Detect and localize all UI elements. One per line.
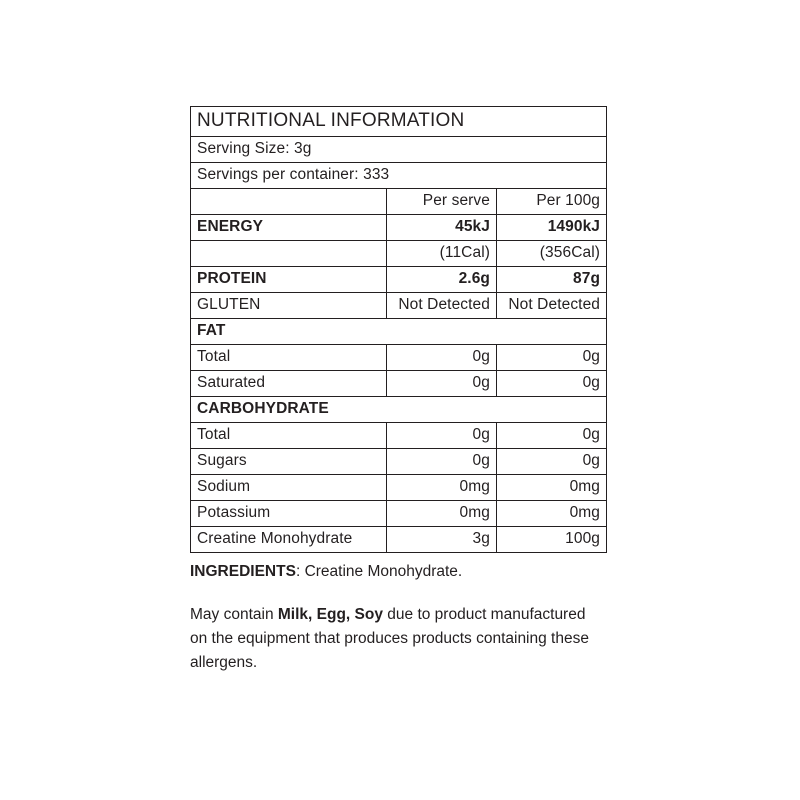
table-row <box>191 344 607 370</box>
nutrition-table <box>190 106 607 553</box>
table-row <box>191 214 607 240</box>
row-label: FAT <box>191 318 607 344</box>
row-label: Total <box>191 422 387 448</box>
row-label: ENERGY <box>191 214 387 240</box>
table-row-section-fat <box>191 318 607 344</box>
table-row <box>191 474 607 500</box>
column-header-per-serve: Per serve <box>387 188 497 214</box>
table-row <box>191 448 607 474</box>
ingredients-list: Creatine Monohydrate. <box>304 563 463 580</box>
column-header-per-100g: Per 100g <box>497 188 607 214</box>
table-row <box>191 526 607 552</box>
allergen-statement <box>190 603 590 675</box>
table-row-title <box>191 107 607 137</box>
panel-title: NUTRITIONAL INFORMATION <box>191 107 607 137</box>
row-per-100g: 0g <box>497 370 607 396</box>
row-per-100g: 0mg <box>497 500 607 526</box>
row-per-serve: 45kJ <box>387 214 497 240</box>
table-row <box>191 422 607 448</box>
row-per-serve: 0mg <box>387 474 497 500</box>
table-row <box>191 240 607 266</box>
row-label: Saturated <box>191 370 387 396</box>
row-per-100g: 0g <box>497 344 607 370</box>
row-label: Creatine Monohydrate <box>191 526 387 552</box>
row-per-serve: 0mg <box>387 500 497 526</box>
table-row <box>191 266 607 292</box>
table-row-section-carbohydrate <box>191 396 607 422</box>
row-per-serve: 0g <box>387 344 497 370</box>
row-label: Total <box>191 344 387 370</box>
allergen-suffix: due to product manufactured on the equipment that produces products containing these allergens. <box>190 605 589 671</box>
row-per-100g: 100g <box>497 526 607 552</box>
row-label: Sodium <box>191 474 387 500</box>
row-per-serve: 0g <box>387 370 497 396</box>
row-per-100g: 1490kJ <box>497 214 607 240</box>
row-label: PROTEIN <box>191 266 387 292</box>
row-label: Sugars <box>191 448 387 474</box>
row-label: Potassium <box>191 500 387 526</box>
table-row <box>191 500 607 526</box>
allergen-list: Milk, Egg, Soy <box>277 605 383 623</box>
row-per-serve: 0g <box>387 422 497 448</box>
row-per-serve: 3g <box>387 526 497 552</box>
column-header-label <box>191 188 387 214</box>
row-label: GLUTEN <box>191 292 387 318</box>
row-per-serve: 0g <box>387 448 497 474</box>
servings-per-container: Servings per container: 333 <box>191 162 607 188</box>
ingredients-line <box>190 562 590 583</box>
table-row <box>191 292 607 318</box>
table-row-column-headers <box>191 188 607 214</box>
serving-size: Serving Size: 3g <box>191 136 607 162</box>
row-per-serve: Not Detected <box>387 292 497 318</box>
row-per-100g: 0g <box>497 422 607 448</box>
row-per-serve: (11Cal) <box>387 240 497 266</box>
allergen-prefix: May contain <box>190 605 278 623</box>
nutrition-panel <box>190 106 606 553</box>
ingredients-block <box>190 562 590 675</box>
table-row-serving-size <box>191 136 607 162</box>
row-label: CARBOHYDRATE <box>191 396 607 422</box>
row-per-100g: 0g <box>497 448 607 474</box>
table-row <box>191 370 607 396</box>
row-per-serve: 2.6g <box>387 266 497 292</box>
ingredients-separator: : <box>295 563 305 580</box>
ingredients-heading: INGREDIENTS <box>190 563 296 580</box>
row-per-100g: Not Detected <box>497 292 607 318</box>
row-per-100g: (356Cal) <box>497 240 607 266</box>
row-per-100g: 87g <box>497 266 607 292</box>
table-row-servings-per-container <box>191 162 607 188</box>
row-label <box>191 240 387 266</box>
row-per-100g: 0mg <box>497 474 607 500</box>
